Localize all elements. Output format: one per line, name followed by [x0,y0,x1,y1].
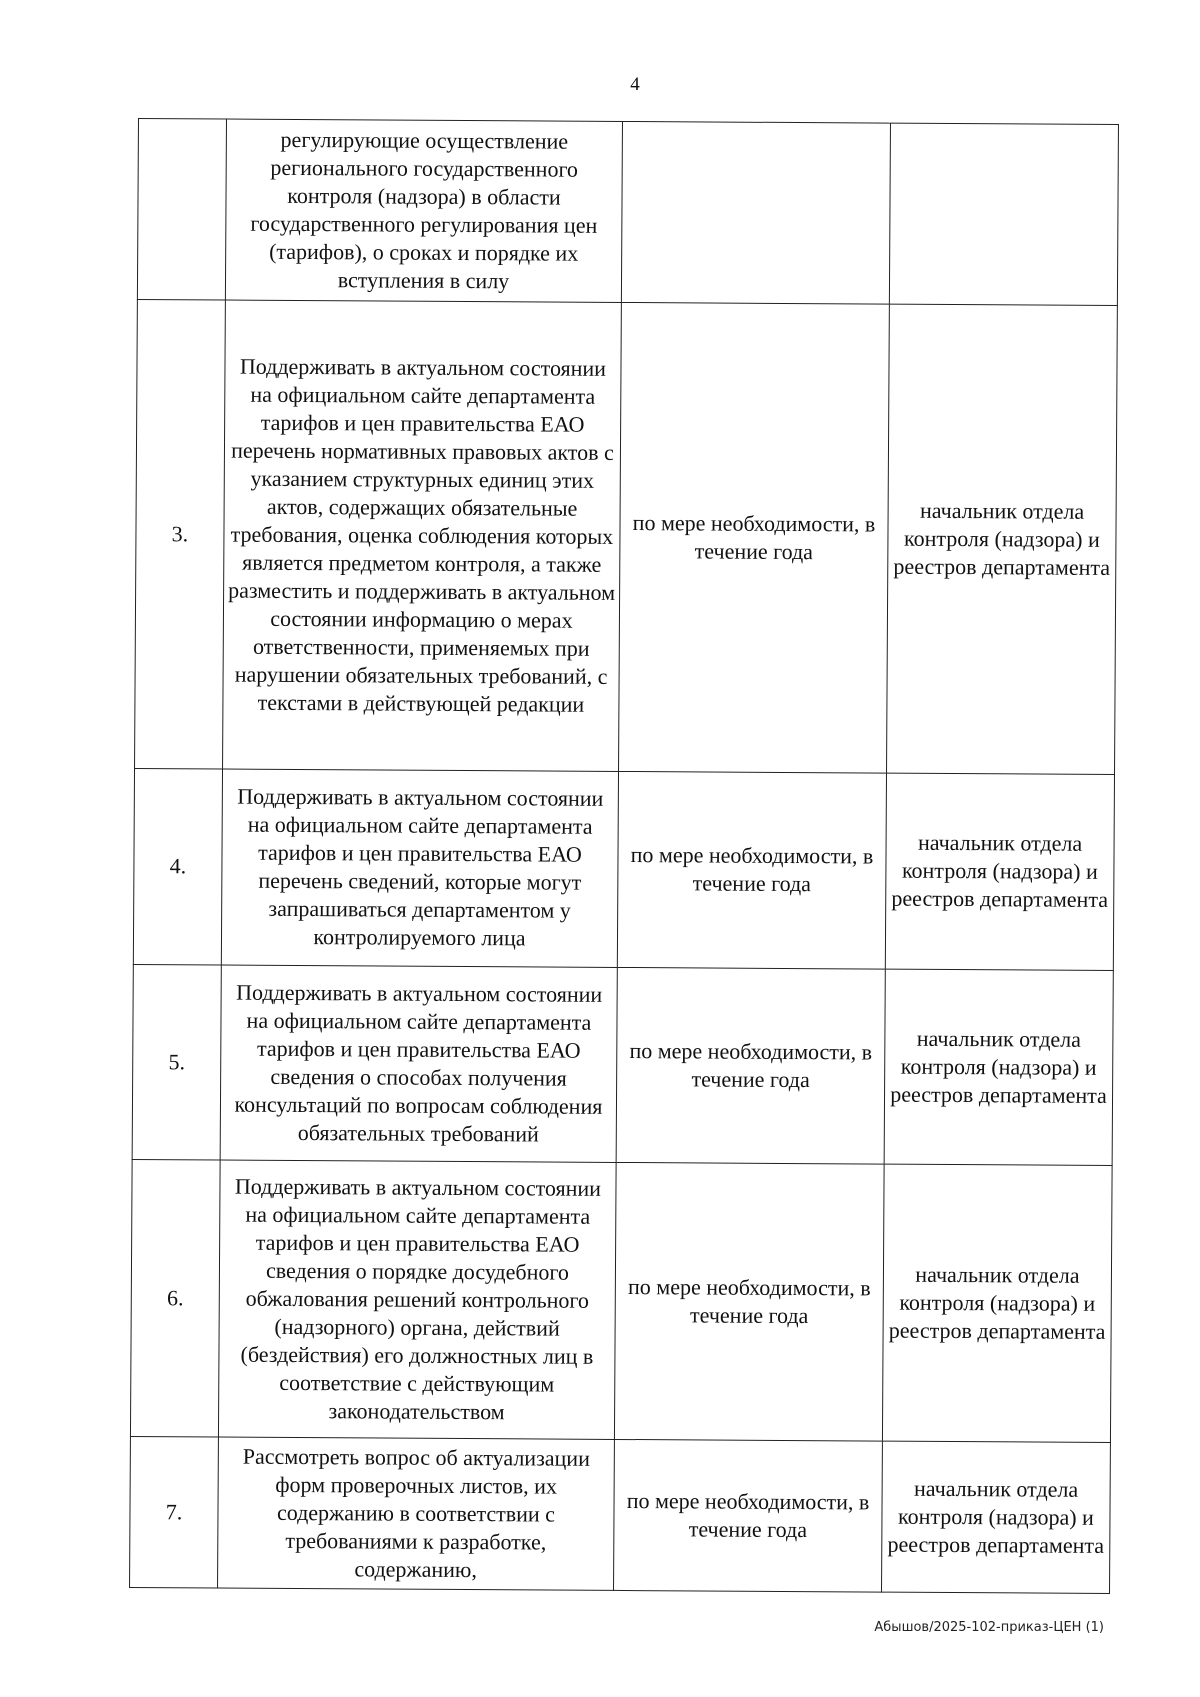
page-number: 4 [630,74,640,95]
table-row [133,769,1114,970]
measure-term: по мере необходимости, в течение года [617,772,886,969]
row-number: 6. [130,1159,220,1436]
row-number: 7. [130,1436,219,1588]
responsible-person: начальник отдела контроля (надзора) и реестров департамента [884,969,1113,1166]
measure-term: по мере необходимости, в течение года [616,967,885,1164]
measure-term: по мере необходимости, в течение года [619,303,890,774]
row-number: 3. [135,300,226,769]
measure-term [621,121,890,304]
measure-description: Поддерживать в актуальном состоянии на официальном сайте департамента тарифов и цен правительства ЕАО сведения о порядке досудебного обжалования решений контрольного (надзорного) органа, действий (бездействия) его должностных лиц в соответствие с действующим законодательством [218,1160,616,1439]
row-number: 4. [133,769,222,965]
responsible-person: начальник отдела контроля (надзора) и реестров департамента [882,1441,1111,1594]
table-row [135,300,1118,775]
table-row [130,1436,1111,1593]
row-number: 5. [132,964,221,1160]
measure-term: по мере необходимости, в течение года [614,1439,883,1592]
table-row [130,1159,1112,1442]
table-row [137,119,1118,306]
measure-description: регулирующие осуществление регионального государственного контроля (надзора) в области государственного регулирования цен (тарифов), о сроках и порядке их вступления в силу [225,119,622,303]
table-row [132,964,1113,1165]
responsible-person: начальник отдела контроля (надзора) и реестров департамента [882,1164,1112,1442]
measure-description: Рассмотреть вопрос об актуализации форм проверочных листов, их содержанию в соответствии с требованиями к разработке, содержанию, [218,1437,615,1591]
measures-table [129,118,1119,1594]
document-footer-id: Абышов/2025-102-приказ-ЦЕН (1) [874,1620,1104,1635]
responsible-person: начальник отдела контроля (надзора) и реестров департамента [885,773,1114,970]
measure-term: по мере необходимости, в течение года [614,1162,884,1440]
row-number [137,119,226,301]
measure-description: Поддерживать в актуальном состоянии на официальном сайте департамента тарифов и цен правительства ЕАО сведения о способах получения консультаций по вопросам соблюдения обязательных требований [220,965,617,1163]
measure-description: Поддерживать в актуальном состоянии на официальном сайте департамента тарифов и цен правительства ЕАО перечень нормативных правовых актов с указанием структурных единиц этих актов, содержащих обязательные требования, оценка соблюдения которых является предметом контроля, а также разместить и поддерживать в актуальном состоянии информацию о мерах ответственности, применяемых при нарушении обязательных требований, с текстами в действующей редакции [223,300,622,771]
responsible-person [889,123,1118,306]
responsible-person: начальник отдела контроля (надзора) и реестров департамента [887,304,1118,774]
measure-description: Поддерживать в актуальном состоянии на официальном сайте департамента тарифов и цен правительства ЕАО перечень сведений, которые могут запрашиваться департаментом у контролируемого лица [221,769,618,967]
